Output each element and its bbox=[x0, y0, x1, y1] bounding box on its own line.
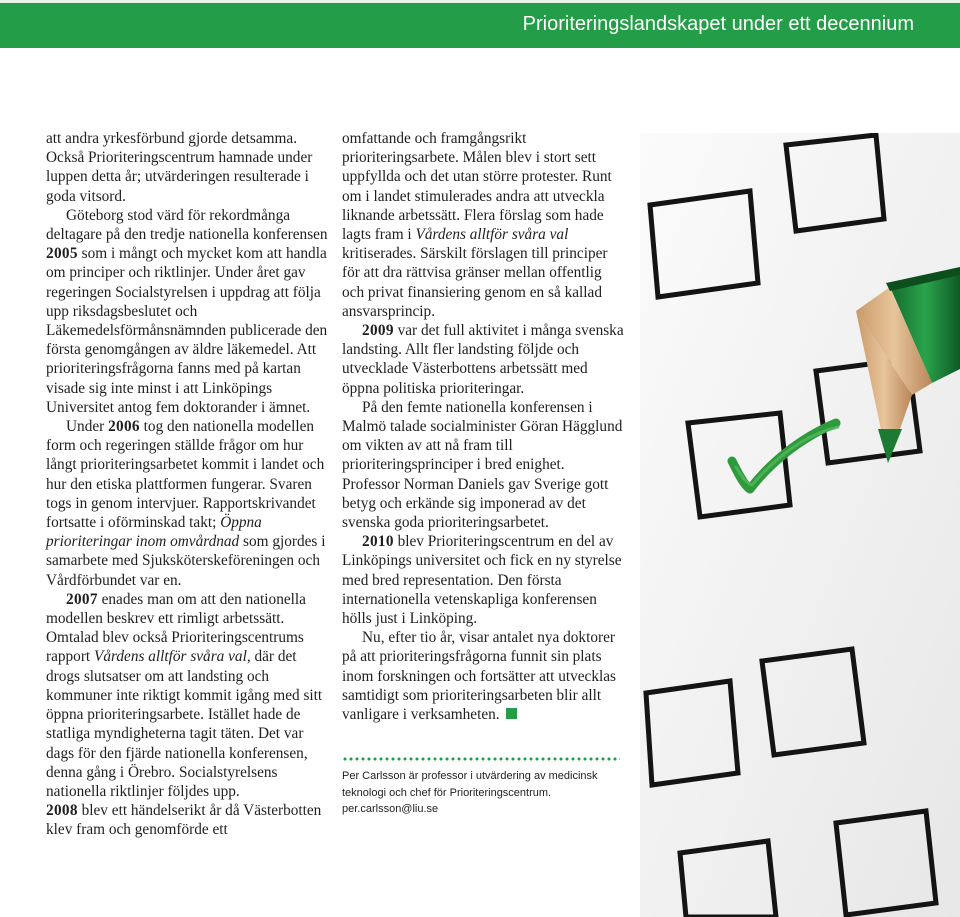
year-label: 2008 bbox=[46, 802, 78, 820]
paragraph-text: omfattande och framgångsrikt prioriteringsarbete. Målen blev i stort sett uppfyllda och det utan större protester. Runt om i landet stimulerades andra att utveckla liknande arbetssätt. Flera förslag som hade lagts fram i bbox=[342, 130, 612, 244]
checkbox-photo bbox=[640, 133, 960, 917]
paragraph bbox=[342, 321, 624, 398]
year-label: 2007 bbox=[66, 590, 98, 608]
paragraph-text: kritiserades. Särskilt förslagen till principer för att dra rättvisa gränser mellan offentlig och privat finansiering genom en så kallad ansvarsprincip. bbox=[342, 245, 608, 320]
year-label: 2010 bbox=[362, 533, 394, 551]
paragraph bbox=[342, 398, 624, 532]
paragraph bbox=[46, 129, 328, 206]
paragraph bbox=[46, 590, 328, 801]
report-title: Öppna prioriteringar inom omvårdnad bbox=[46, 514, 262, 551]
text-column-left bbox=[46, 129, 328, 840]
year-label: 2006 bbox=[108, 418, 140, 436]
paragraph bbox=[46, 801, 328, 839]
paragraph-text: tog den nationella modellen form och regeringen ställde frågor om hur långt prioriteringsarbetet kommit i landet och hur den etiska plattformen fungerar. Svaren togs in genom intervjuer. Rapportskrivandet fortsatte i oförminskad takt; bbox=[46, 418, 325, 532]
paragraph-text: att andra yrkesförbund gjorde detsamma. Också Prioriteringscentrum hamnade under luppen detta år; utvärderingen resulterade i goda vitsord. bbox=[46, 130, 313, 205]
paragraph-text: , där det drogs slutsatser om att landsting och kommuner inte riktigt kommit igång med sitt öppna prioriteringsarbete. Istället hade de statliga myndigheterna tagit täten. Det var dags för den fjärde nationella konferensen, denna gång i Örebro. Socialstyrelsens nationella riktlinjer följdes upp. bbox=[46, 648, 323, 800]
header-banner bbox=[0, 0, 960, 48]
paragraph-text: som i mångt och mycket kom att handla om principer och riktlinjer. Under året gav regeringen Socialstyrelsen i uppdrag att följa upp riksdagsbeslutet och Läkemedelsförmånsnämnden publicerade den första genomgången av äldre läkemedel. Att prioriteringsfrågorna fanns med på kartan visade sig inte minst i att Linköpings Universitet antog fem doktorander i ämnet. bbox=[46, 245, 328, 416]
page-title: Prioriteringslandskapet under ett decennium bbox=[522, 13, 914, 35]
paragraph-text: blev ett händelserikt år då Västerbotten klev fram och genomförde ett bbox=[46, 802, 322, 839]
paragraph bbox=[342, 628, 624, 724]
paragraph-text: enades man om att den nationella modellen beskrev ett rimligt arbetssätt. Omtalad blev också Prioriteringscentrums rapport bbox=[46, 590, 306, 666]
year-label: 2009 bbox=[362, 322, 394, 340]
paragraph-text: Göteborg stod värd för rekordmånga deltagare på den tredje nationella konferensen bbox=[46, 206, 328, 244]
paragraph bbox=[46, 206, 328, 417]
author-bio: Per Carlsson är professor i utvärdering av medicinsk teknologi och chef för Prioriteringscentrum. bbox=[342, 770, 598, 799]
paragraph bbox=[46, 417, 328, 590]
paragraph-text: var det full aktivitet i många svenska landsting. Allt fler landsting följde och utvecklade Västerbottens arbetssätt med öppna politiska prioriteringar. bbox=[342, 322, 624, 397]
report-title: Vårdens alltför svåra val bbox=[94, 648, 247, 666]
dotted-divider bbox=[342, 757, 620, 761]
report-title: Vårdens alltför svåra val bbox=[415, 226, 569, 244]
paragraph-text: På den femte nationella konferensen i Malmö talade socialminister Göran Hägglund om vikten av att nå fram till prioriteringsprinciper i bred enighet. Professor Norman Daniels gav Sverige gott betyg och erkände sig imponerad av det svenska goda prioriteringsarbetet. bbox=[342, 398, 623, 532]
text-column-middle bbox=[342, 129, 624, 724]
paragraph bbox=[342, 129, 624, 321]
paragraph-text: blev Prioriteringscentrum en del av Linköpings universitet och fick en ny styrelse med bred representation. Den första internationella vetenskapliga konferensen hölls just i Linköping. bbox=[342, 533, 622, 628]
author-email[interactable]: per.carlsson@liu.se bbox=[342, 803, 439, 815]
year-label: 2005 bbox=[46, 245, 78, 263]
checkbox-pencil-icon bbox=[640, 133, 960, 917]
end-mark-icon bbox=[506, 708, 517, 719]
paragraph-text: Under bbox=[66, 418, 109, 436]
paragraph-text: Nu, efter tio år, visar antalet nya doktorer på att prioriteringsfrågorna funnit sin plats inom forskningen och fortsätter att utvecklas samtidigt som prioriteringsarbeten blir allt vanligare i verksamheten. bbox=[342, 629, 616, 724]
paragraph bbox=[342, 532, 624, 628]
paragraph-text: som gjordes i samarbete med Sjuksköterskeföreningen och Vårdförbundet var en. bbox=[46, 533, 326, 589]
author-note bbox=[342, 768, 612, 818]
